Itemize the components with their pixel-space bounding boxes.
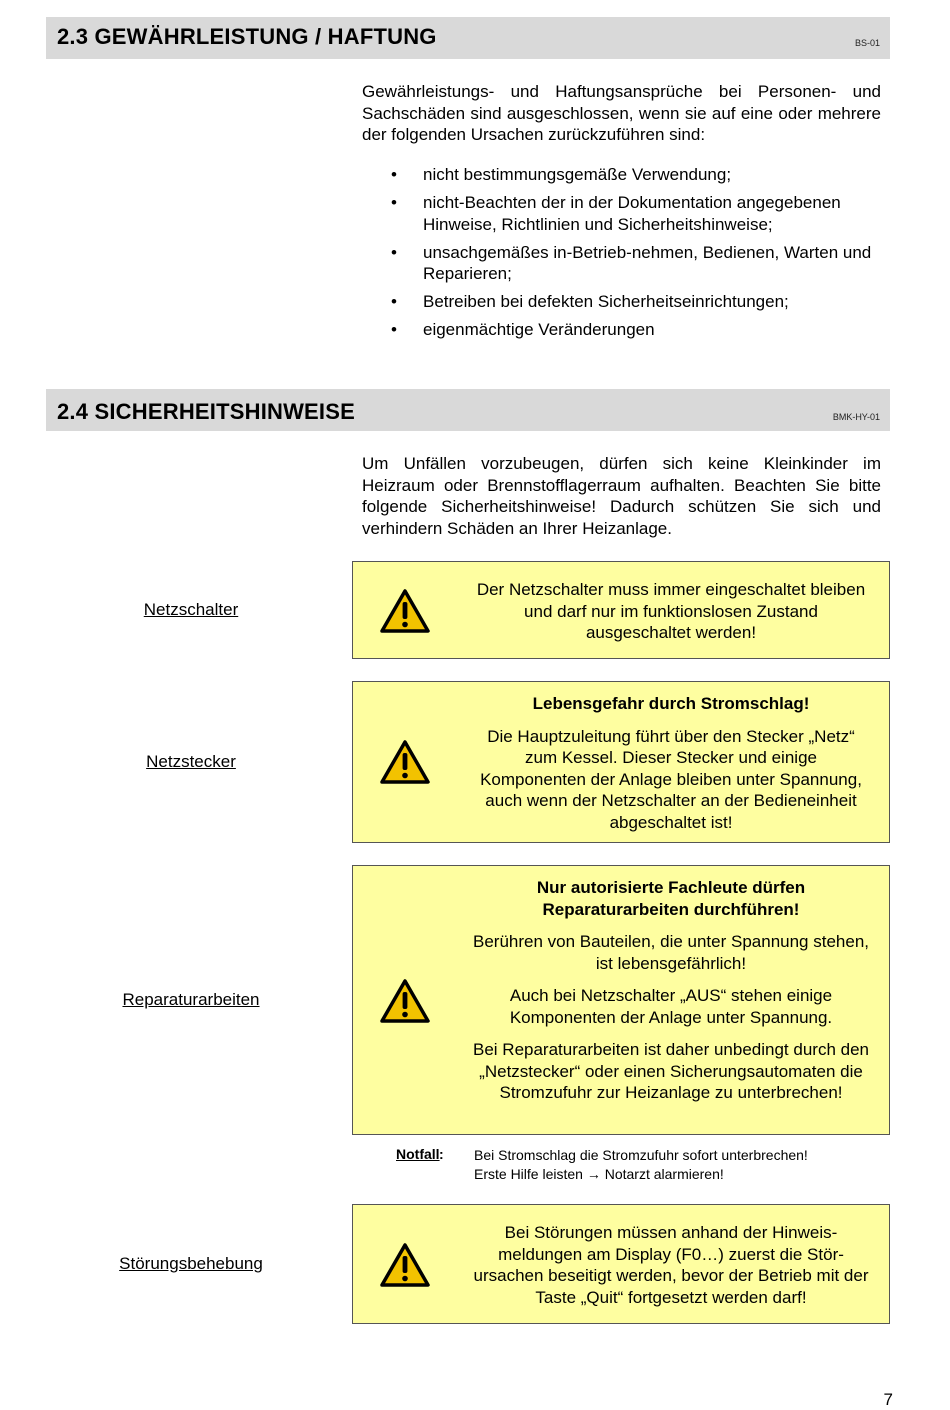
bullet-icon: •	[391, 242, 397, 262]
notfall-label: Notfall	[396, 1146, 440, 1162]
bullet-icon: •	[391, 165, 397, 184]
warning-triangle-icon	[380, 740, 430, 784]
bullet-icon: •	[391, 292, 397, 311]
list-item	[389, 319, 889, 341]
warning-paragraph: Bei Störungen müssen anhand der Hinweis-meldungen am Display (F0…) zuerst die Stör-ursachen beseitigt werden, bevor der Betrieb mit der Taste „Quit“ fortgesetzt werden darf!	[473, 1223, 869, 1307]
notfall-line: Erste Hilfe leisten → Notarzt alarmieren!	[474, 1166, 724, 1182]
warning-text	[471, 579, 871, 655]
section-title: 2.4 SICHERHEITSHINWEISE	[57, 399, 355, 424]
warning-paragraph: Der Netzschalter muss immer eingeschaltet bleiben und darf nur im funktionslosen Zustand ausgeschaltet werden!	[476, 580, 866, 642]
warning-box-netzstecker	[352, 681, 890, 843]
list-item	[389, 164, 889, 186]
list-item	[389, 242, 889, 285]
warning-heading: Lebensgefahr durch Stromschlag!	[532, 694, 810, 713]
list-item-text: unsachgemäßes in-Betrieb-nehmen, Bedienen, Warten und Reparieren;	[423, 242, 872, 283]
warning-box-stoerungsbehebung	[352, 1204, 890, 1324]
section-header-2-3	[46, 17, 890, 59]
warning-paragraph: Auch bei Netzschalter „AUS“ stehen einige Komponenten der Anlage unter Spannung.	[509, 986, 833, 1027]
warning-triangle-icon	[380, 1243, 430, 1287]
list-item	[389, 192, 889, 235]
warning-paragraph: Die Hauptzuleitung führt über den Stecker „Netz“ zum Kessel. Dieser Stecker und einige Komponenten der Anlage bleiben unter Spannung, auch wenn der Netzschalter an der Bedieneinheit abgeschaltet ist!	[480, 726, 862, 832]
warning-paragraph: Bei Reparaturarbeiten ist daher unbedingt durch den „Netzstecker“ oder einen Sicherungsautomaten die Stromzufuhr zur Heizanlage zu unterbrechen!	[473, 1040, 869, 1102]
section-header-2-4	[46, 389, 890, 431]
warning-heading: Nur autorisierte Fachleute dürfen Reparaturarbeiten durchführen!	[536, 878, 806, 919]
notfall-colon: :	[439, 1146, 444, 1162]
warranty-intro: Gewährleistungs- und Haftungsansprüche bei Personen- und Sachschäden sind ausgeschlossen, wenn sie auf eine oder mehrere der folgenden Ursachen zurückzuführen sind:	[362, 82, 881, 144]
warning-box-netzschalter	[352, 561, 890, 659]
warning-triangle-icon	[380, 979, 430, 1023]
page-number: 7	[883, 1390, 893, 1409]
section-title: 2.3 GEWÄHRLEISTUNG / HAFTUNG	[57, 24, 437, 49]
warning-triangle-icon	[380, 589, 430, 633]
section-code: BS-01	[854, 38, 880, 48]
warning-paragraph: Berühren von Bauteilen, die unter Spannung stehen, ist lebensgefährlich!	[472, 932, 869, 973]
notfall-text	[474, 1146, 808, 1184]
list-item	[389, 291, 889, 313]
list-item-text: nicht bestimmungsgemäße Verwendung;	[423, 165, 732, 184]
warranty-bullet-list	[389, 164, 889, 347]
warning-text	[471, 1222, 871, 1319]
warning-text	[471, 693, 871, 844]
safety-intro: Um Unfällen vorzubeugen, dürfen sich keine Kleinkinder im Heizraum oder Brennstofflagerraum aufhalten. Beachten Sie bitte folgende Sicherheitshinweise! Dadurch schützen Sie sich und verhindern Schäden an Ihrer Heizanlage.	[362, 454, 881, 538]
list-item-text: nicht-Beachten der in der Dokumentation angegebenen Hinweise, Richtlinien und Sicherheitshinweise;	[423, 193, 841, 234]
warning-label-reparaturarbeiten: Reparaturarbeiten	[122, 990, 260, 1009]
bullet-icon: •	[391, 193, 397, 212]
list-item-text: eigenmächtige Veränderungen	[423, 320, 655, 339]
warning-label-netzstecker: Netzstecker	[146, 752, 236, 771]
bullet-icon: •	[391, 320, 397, 339]
list-item-text: Betreiben bei defekten Sicherheitseinrichtungen;	[423, 292, 789, 311]
warning-text	[471, 877, 871, 1115]
warning-box-reparaturarbeiten	[352, 865, 890, 1135]
notfall-line: Bei Stromschlag die Stromzufuhr sofort unterbrechen!	[474, 1147, 808, 1163]
section-code: BMK-HY-01	[832, 412, 880, 422]
warning-label-netzschalter: Netzschalter	[143, 600, 239, 619]
warning-label-stoerungsbehebung: Störungsbehebung	[119, 1254, 263, 1273]
